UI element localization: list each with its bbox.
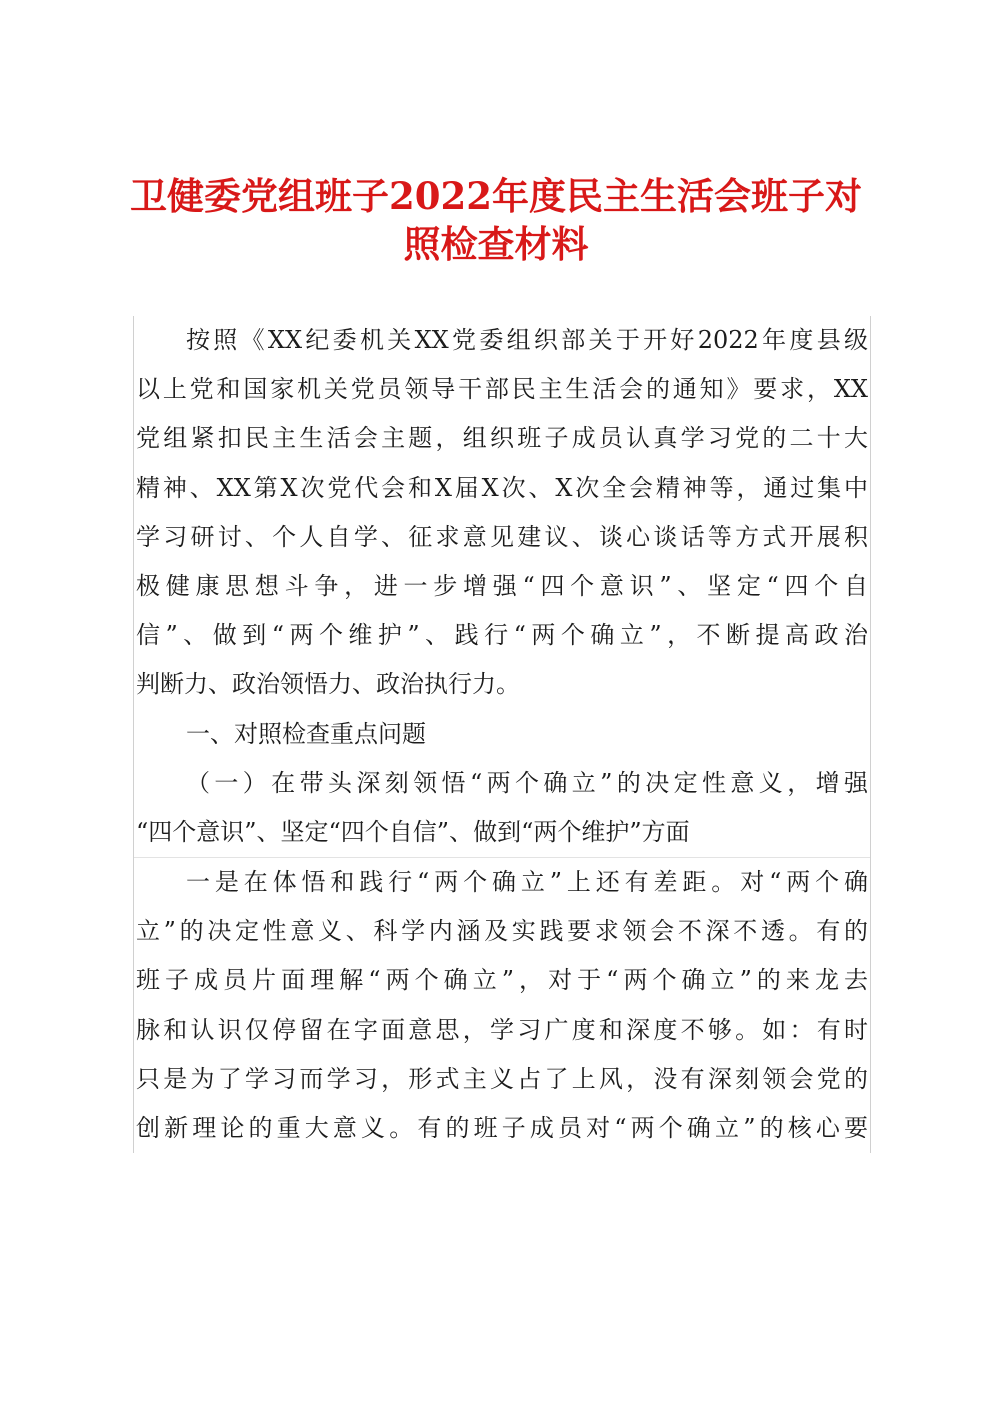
- text-line: 班子成员片面理解“两个确立”，对于“两个确立”的来龙去: [136, 966, 868, 995]
- text-line: 只是为了学习而学习，形式主义占了上风，没有深刻领会党的: [136, 1064, 868, 1093]
- subheading-line: “四个意识”、坚定“四个自信”、做到“两个维护”方面: [136, 817, 690, 846]
- text-line: 创新理论的重大意义。有的班子成员对“两个确立”的核心要: [136, 1114, 868, 1142]
- document-title: [80, 172, 912, 268]
- text-line: 判断力、政治领悟力、政治执行力。: [136, 670, 520, 699]
- text-line: 精神、XX第X次党代会和X届X次、X次全会精神等，通过集中: [136, 473, 868, 502]
- title-line-2: 照检查材料: [403, 222, 589, 266]
- text-line: 一是在体悟和践行“两个确立”上还有差距。对“两个确: [186, 868, 868, 897]
- text-line: 立”的决定性意义、科学内涵及实践要求领会不深不透。有的: [136, 917, 868, 946]
- section-heading: [134, 710, 870, 759]
- text-line: 以上党和国家机关党员领导干部民主生活会的通知》要求，XX: [136, 375, 868, 404]
- paragraph-point-one: [134, 858, 870, 1153]
- text-line: 极健康思想斗争，进一步增强“四个意识”、坚定“四个自: [136, 571, 868, 600]
- text-line: 党组紧扣民主生活会主题，组织班子成员认真学习党的二十大: [136, 424, 868, 453]
- heading-line: 一、对照检查重点问题: [186, 719, 426, 748]
- subheading-line: （一）在带头深刻领悟“两个确立”的决定性意义，增强: [186, 768, 868, 797]
- title-line-1: 卫健委党组班子2022年度民主生活会班子对: [130, 174, 862, 218]
- text-line: 信”、做到“两个维护”、践行“两个确立”，不断提高政治: [136, 621, 868, 650]
- text-line: 脉和认识仅停留在字面意思，学习广度和深度不够。如：有时: [136, 1015, 868, 1044]
- paragraph-intro: [134, 316, 870, 710]
- subsection-heading: [134, 759, 870, 858]
- text-line: 按照《XX纪委机关XX党委组织部关于开好2022年度县级: [186, 326, 868, 354]
- text-line: 学习研讨、个人自学、征求意见建议、谈心谈话等方式开展积: [136, 522, 868, 551]
- document-body: [133, 316, 871, 1153]
